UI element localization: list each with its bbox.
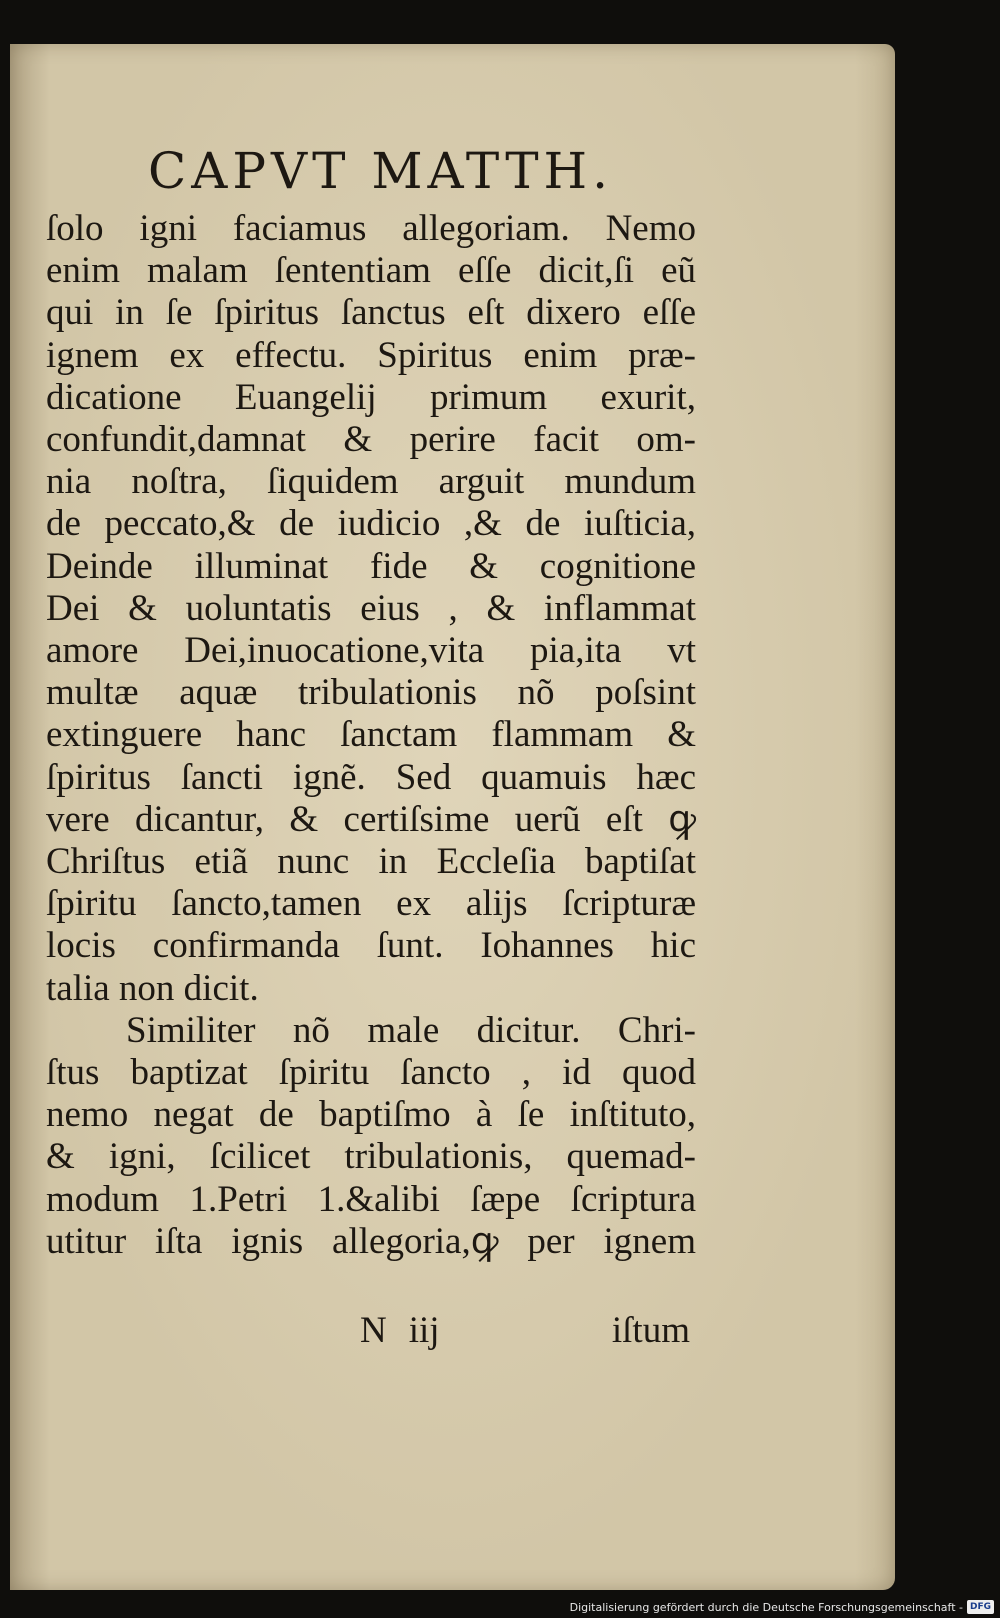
dfg-logo-icon: DFG	[967, 1600, 994, 1614]
text-line: nemo negat de baptiſmo à ſe inſtituto,	[46, 1094, 696, 1136]
text-line: de peccato,& de iudicio ,& de iuſticia,	[46, 503, 696, 545]
text-line: Deinde illuminat fide & cognitione	[46, 545, 696, 587]
text-line: vere dicantur, & certiſsime uerũ eſt ꝙ	[46, 798, 696, 840]
signature-number: iij	[408, 1310, 440, 1351]
text-line: ignem ex effectu. Spiritus enim præ-	[46, 334, 696, 376]
paragraph-start-line: Similiter nõ male dicitur. Chri-	[126, 1009, 696, 1051]
text-line: ſpiritus ſancti ignẽ. Sed quamuis hæc	[46, 756, 696, 798]
text-line: multæ aquæ tribulationis nõ poſsint	[46, 672, 696, 714]
text-line: enim malam ſententiam eſſe dicit,ſi eũ	[46, 250, 696, 292]
text-line: Dei & uoluntatis eius , & inflammat	[46, 587, 696, 629]
text-line: qui in ſe ſpiritus ſanctus eſt dixero eſſe	[46, 292, 696, 334]
signature-mark	[360, 1309, 440, 1352]
book-page	[10, 44, 895, 1590]
signature-catchword-line	[360, 1309, 690, 1352]
text-line: confundit,damnat & perire facit om-	[46, 419, 696, 461]
text-line: nia noſtra, ſiquidem arguit mundum	[46, 461, 696, 503]
text-line: Chriſtus etiã nunc in Eccleſia baptiſat	[46, 841, 696, 883]
text-line: talia non dicit.	[46, 967, 259, 1009]
text-line: utitur iſta ignis allegoria,ꝙ per ignem	[46, 1220, 696, 1262]
digitization-credit	[570, 1600, 994, 1614]
body-text	[46, 208, 696, 1263]
text-line: ſolo igni faciamus allegoriam. Nemo	[46, 208, 696, 249]
text-line: locis confirmanda ſunt. Iohannes hic	[46, 925, 696, 967]
credit-text: Digitalisierung gefördert durch die Deutsche Forschungsgemeinschaft -	[569, 1600, 963, 1614]
signature-letter: N	[360, 1310, 387, 1351]
text-line: ſpiritu ſancto,tamen ex alijs ſcripturæ	[46, 883, 696, 925]
running-header: CAPVT MATTH.	[148, 142, 614, 200]
text-line: & igni, ſcilicet tribulationis, quemad-	[46, 1136, 696, 1178]
text-line: dicatione Euangelij primum exurit,	[46, 376, 696, 418]
text-line: modum 1.Petri 1.&alibi ſæpe ſcriptura	[46, 1178, 696, 1220]
text-line: extinguere hanc ſanctam flammam &	[46, 714, 696, 756]
text-line: amore Dei,inuocatione,vita pia,ita vt	[46, 630, 696, 672]
text-line: ſtus baptizat ſpiritu ſancto , id quod	[46, 1052, 696, 1094]
catchword: iſtum	[611, 1310, 690, 1351]
